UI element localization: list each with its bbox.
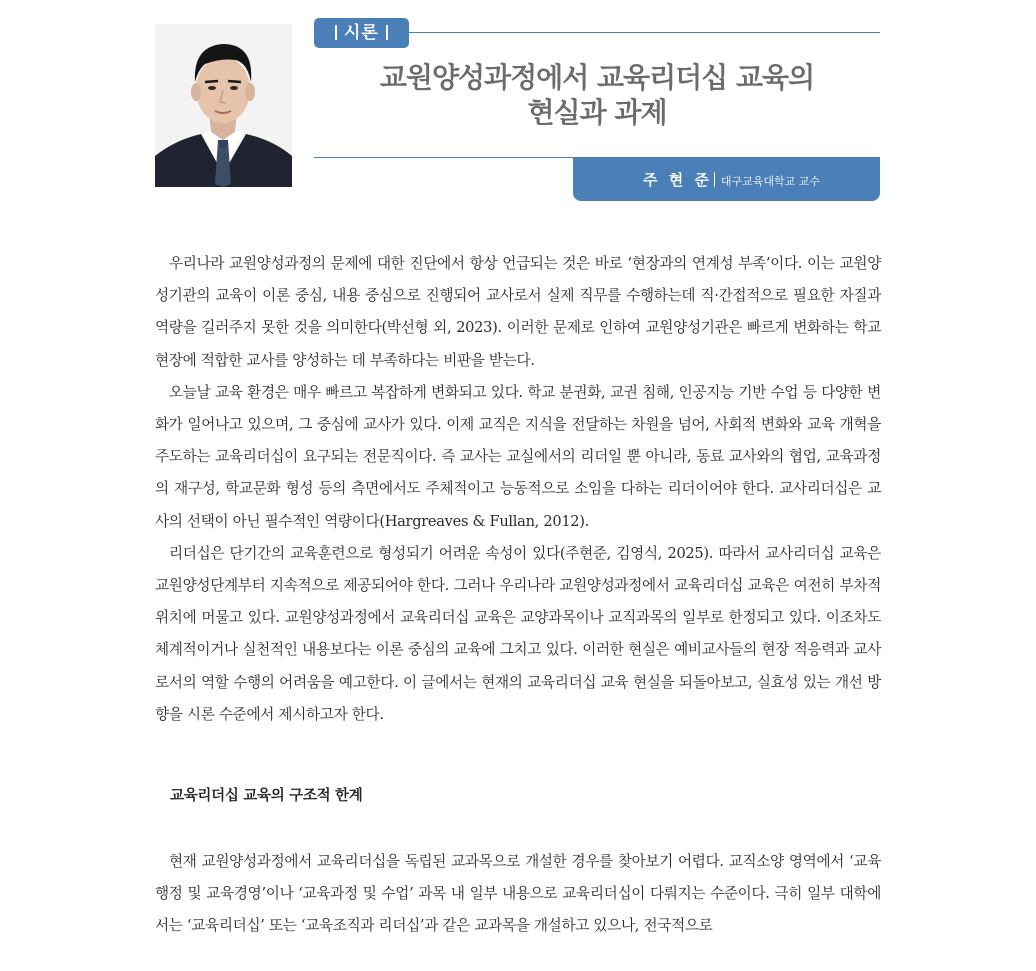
title-line-1: 교원양성과정에서 교육리더십 교육의 [379, 61, 815, 94]
section-tag [314, 18, 409, 48]
section-heading: 교육리더십 교육의 구조적 한계 [170, 788, 363, 804]
paragraph: 리더십은 단기간의 교육훈련으로 형성되기 어려운 속성이 있다(주현준, 김영식, 2025). 따라서 교사리더십 교육은 교원양성단계부터 지속적으로 제공되어야 한다. 그러나 우리나라 교원양성과정에서 교육리더십 교육은 여전히 부차적 위치에 머물고 있다. 교원양성과정에서 교육리더십 교육은 교양과목이나 교직과목의 일부로 한정되고 있다. 이조차도 체계적이거나 실천적인 내용보다는 이론 중심의 교육에 그치고 있다. 이러한 현실은 예비교사들의 현장 적응력과 교사로서의 역할 수행의 어려움을 예고한다. 이 글에서는 현재의 교육리더십 교육 현실을 되돌아보고, 실효성 있는 개선 방향을 시론 수준에서 제시하고자 한다. [155, 544, 881, 723]
section-body [155, 846, 881, 943]
author-affiliation: 대구교육대학교 교수 [720, 175, 821, 188]
article-title [314, 60, 880, 130]
paragraph: 오늘날 교육 환경은 매우 빠르고 복잡하게 변화되고 있다. 학교 분권화, 교권 침해, 인공지능 기반 수업 등 다양한 변화가 일어나고 있으며, 그 중심에 교사가 있다. 이제 교직은 지식을 전달하는 차원을 넘어, 사회적 변화와 교육 개혁을 주도하는 교육리더십이 요구되는 전문직이다. 즉 교사는 교실에서의 리더일 뿐 아니라, 동료 교사와의 협업, 교육과정의 재구성, 학교문화 형성 등의 측면에서도 주체적이고 능동적으로 소임을 다하는 리더이어야 한다. 교사리더십은 교사의 선택이 아닌 필수적인 역량이다(Hargreaves & Fullan, 2012). [155, 383, 881, 530]
author-box [573, 158, 880, 201]
author-separator [714, 172, 715, 187]
article-body [155, 248, 881, 731]
author-portrait-image [155, 24, 292, 187]
author-name: 주 현 준 [643, 171, 712, 189]
section-tag-label: 시론 [344, 23, 379, 43]
title-line-2: 현실과 과제 [527, 96, 667, 129]
paragraph: 우리나라 교원양성과정의 문제에 대한 진단에서 항상 언급되는 것은 바로 ‘현장과의 연계성 부족’이다. 이는 교원양성기관의 교육이 이론 중심, 내용 중심으로 진행되어 교사로서 실제 직무를 수행하는데 직·간접적으로 필요한 자질과 역량을 길러주지 못한 것을 의미한다(박선형 외, 2023). 이러한 문제로 인하여 교원양성기관은 빠르게 변화하는 학교 현장에 적합한 교사를 양성하는 데 부족하다는 비판을 받는다. [155, 255, 881, 369]
tag-bar-right [386, 25, 388, 40]
tag-bar-left [335, 25, 337, 40]
paragraph: 현재 교원양성과정에서 교육리더십을 독립된 교과목으로 개설한 경우를 찾아보기 어렵다. 교직소양 영역에서 ‘교육행정 및 교육경영’이나 ‘교육과정 및 수업’ 과목 내 일부 내용으로 교육리더십이 다뤄지는 수준이다. 극히 일부 대학에서는 ‘교육리더십’ 또는 ‘교육조직과 리더십’과 같은 교과목을 개설하고 있으나, 전국적으로 [155, 853, 881, 935]
author-photo [155, 24, 292, 187]
